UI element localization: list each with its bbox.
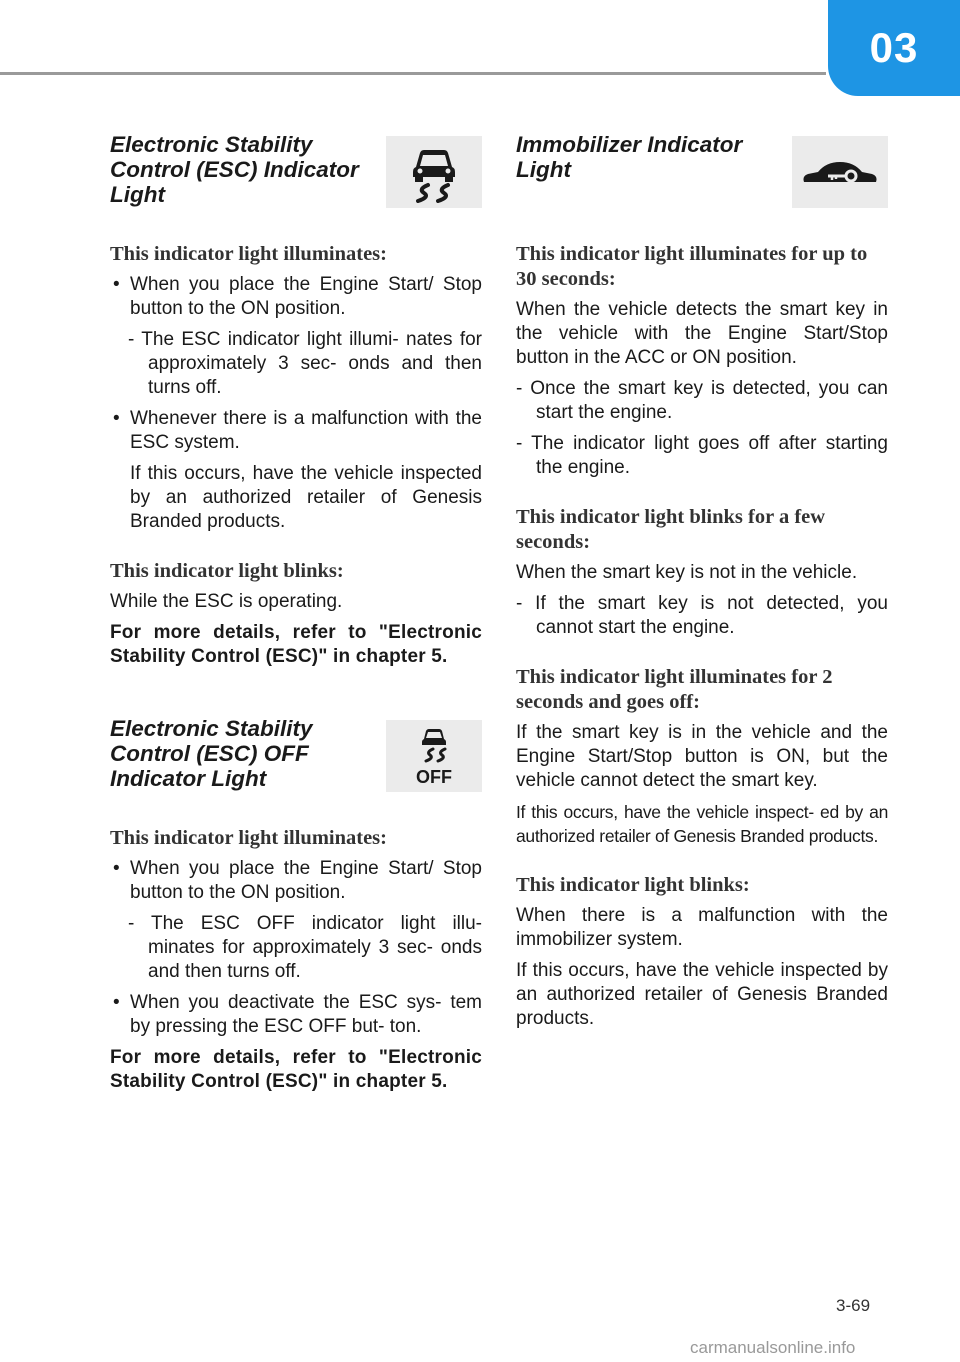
esc-subheading-blinks: This indicator light blinks: [110,560,344,582]
esc-off-indicator-icon [386,720,482,792]
esc-off-dash-turns-off: - The ESC OFF indicator light illu- minates for approximately 3 sec- onds and then turns off. [128,913,482,982]
watermark: carmanualsonline.info [690,1338,856,1357]
left-column [110,132,482,1101]
immobilizer-cannot-detect: If the smart key is in the vehicle and the Engine Start/Stop button is ON, but the vehicle cannot detect the smart key. [516,722,888,791]
immobilizer-subheading-blinks-few: This indicator light blinks for a few seconds: [516,506,826,553]
esc-off-reference: For more details, refer to "Electronic Stability Control (ESC)" in chapter 5. [110,1047,482,1092]
esc-off-section-title: Electronic Stability Control (ESC) OFF Indicator Light [110,716,313,791]
page-number: 3-69 [836,1296,871,1315]
esc-car-skid-icon [404,141,464,203]
esc-off-bullet-deactivate: • When you deactivate the ESC sys- tem by pressing the ESC OFF but- ton. [110,991,482,1039]
immobilizer-not-in-vehicle: When the smart key is not in the vehicle. [516,562,858,583]
esc-section-title: Electronic Stability Control (ESC) Indicator Light [110,132,359,207]
esc-dash-turns-off: - The ESC indicator light illumi- nates for approximately 3 sec- onds and then turns off. [128,329,482,398]
esc-indicator-icon [386,136,482,208]
immobilizer-malfunction: When there is a malfunction with the immobilizer system. [516,905,888,950]
right-column [516,132,888,1038]
esc-reference: For more details, refer to "Electronic Stability Control (ESC)" in chapter 5. [110,622,482,667]
immobilizer-retailer-note: If this occurs, have the vehicle inspect- ed by an authorized retailer of Genesis Branded products. [516,802,888,846]
esc-off-car-icon [404,723,464,789]
esc-off-section-header [110,716,482,790]
immobilizer-subheading-2s: This indicator light illuminates for 2 seconds and goes off: [516,666,833,713]
esc-blink-text: While the ESC is operating. [110,591,343,612]
immobilizer-retailer-final: If this occurs, have the vehicle inspected by an authorized retailer of Genesis Branded products. [516,960,888,1029]
immobilizer-subheading-30s: This indicator light illuminates for up to 30 seconds: [516,243,868,290]
immobilizer-subheading-blinks: This indicator light blinks: [516,874,750,896]
esc-bullet-start: • When you place the Engine Start/ Stop button to the ON position. [110,273,482,321]
car-key-icon [800,152,880,192]
immobilizer-section-title: Immobilizer Indicator Light [516,132,743,182]
header-rule [0,72,826,75]
esc-subheading-illuminates: This indicator light illuminates: [110,243,387,265]
immobilizer-dash-goes-off: - The indicator light goes off after starting the engine. [516,433,888,478]
immobilizer-detect-text: When the vehicle detects the smart key in the vehicle with the Engine Start/Stop button in the ACC or ON position. [516,299,888,368]
esc-off-bullet-start: • When you place the Engine Start/ Stop button to the ON position. [110,857,482,905]
svg-text:OFF: OFF [416,767,452,787]
immobilizer-dash-detected: - Once the smart key is detected, you can start the engine. [516,378,888,423]
immobilizer-section-header [516,132,888,206]
esc-section-header [110,132,482,206]
esc-bullet-malfunction: • Whenever there is a malfunction with the ESC system. [110,407,482,455]
esc-off-subheading-illuminates: This indicator light illuminates: [110,827,387,849]
chapter-tab: 03 [828,0,960,96]
immobilizer-dash-not-detected: - If the smart key is not detected, you cannot start the engine. [516,593,888,638]
immobilizer-indicator-icon [792,136,888,208]
esc-note-retailer: If this occurs, have the vehicle inspected by an authorized retailer of Genesis Branded products. [130,463,482,532]
